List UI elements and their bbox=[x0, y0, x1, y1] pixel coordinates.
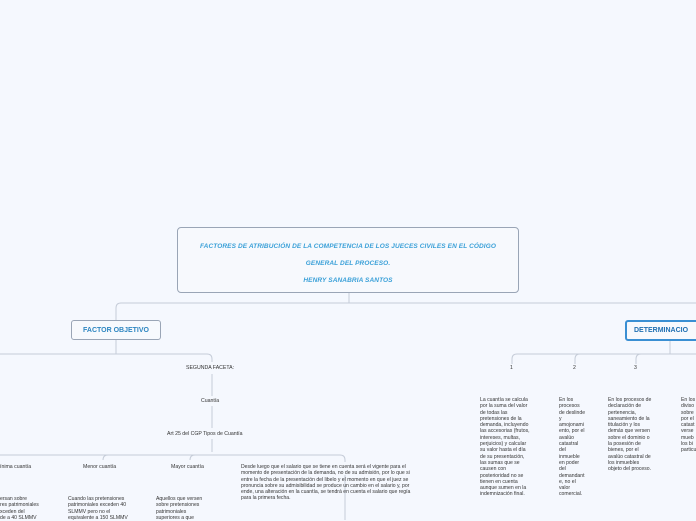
factor-objetivo-label: FACTOR OBJETIVO bbox=[83, 326, 149, 334]
determinacion-item-1-text: La cuantía se calcula por la suma del valor de todas las pretensiones de la demanda, incluyendo las accesorias (frutos, intereses, multas, perjuicios) y calcular su valor hasta el día de su presentación, las sumas que se causen con posterioridad no se tienen en cuenta aunque sumen en la indemnización final. bbox=[480, 397, 530, 498]
cuantia-node[interactable]: Cuantía bbox=[201, 398, 220, 404]
mayor-cuantia-node[interactable]: Mayor cuantía bbox=[171, 464, 204, 470]
determinacion-node[interactable] bbox=[625, 320, 696, 341]
root-topic[interactable] bbox=[177, 227, 519, 293]
art25-node[interactable]: Art 25 del CGP Tipos de Cuantía bbox=[167, 431, 243, 437]
root-author: HENRY SANABRIA SANTOS bbox=[303, 277, 393, 284]
root-title-line1: FACTORES DE ATRIBUCIÓN DE LA COMPETENCIA DE LOS JUECES CIVILES EN EL CÓDIGO bbox=[199, 243, 497, 250]
minima-cuantia-node[interactable]: ínima cuantía bbox=[0, 464, 32, 470]
menor-cuantia-text: Cuando las pretensiones patrimoniales exceden 40 SLMMV pero no el equivalente a 150 SLMMV bbox=[68, 496, 128, 521]
segunda-faceta-node[interactable]: SEGUNDA FACETA: bbox=[186, 365, 235, 371]
factor-objetivo-node[interactable] bbox=[71, 320, 161, 340]
root-title-line2: GENERAL DEL PROCESO. bbox=[305, 260, 391, 267]
minima-cuantia-text: ersan sobre res patrimoniales xceden del de a 40 SLMMV bbox=[0, 496, 39, 521]
determinacion-item-1-number[interactable]: 1 bbox=[510, 365, 513, 371]
determinacion-label: DETERMINACIO bbox=[634, 327, 689, 334]
determinacion-item-3-text: En los procesos de declaración de pertenencia, saneamiento de la titulación y los demás que versen sobre el dominio o la posesión de bienes, por el avalúo catastral de los inmuebles objeto del proceso. bbox=[608, 397, 652, 473]
mayor-cuantia-text: Aquellos que versen sobre pretensiones patrimoniales superiores a que bbox=[156, 496, 203, 521]
determinacion-item-4-text: En los diviso sobre por el catast verse mueb los bi particu bbox=[681, 397, 696, 454]
determinacion-item-2-number[interactable]: 2 bbox=[573, 365, 576, 371]
determinacion-item-3-number[interactable]: 3 bbox=[634, 365, 637, 371]
salario-note: Desde luego que el salario que se tiene en cuenta será el vigente para el momento de presentación de la demanda, no de su admisión, por lo que si entre la fecha de la presentación del libelo y el momento en que el juez se pronuncia sobre su admisibilidad se produce un cambio en el salario y, por ende, una alteración en la cuantía, se tendrá en cuenta el salario que regía para la primera fecha. bbox=[241, 464, 411, 502]
determinacion-item-2-text: En los procesos de deslinde y amojonami ento, por el avalúo catastral del inmueble en poder del demandant e, no el valor comercial. bbox=[559, 397, 586, 498]
menor-cuantia-node[interactable]: Menor cuantía bbox=[83, 464, 117, 470]
